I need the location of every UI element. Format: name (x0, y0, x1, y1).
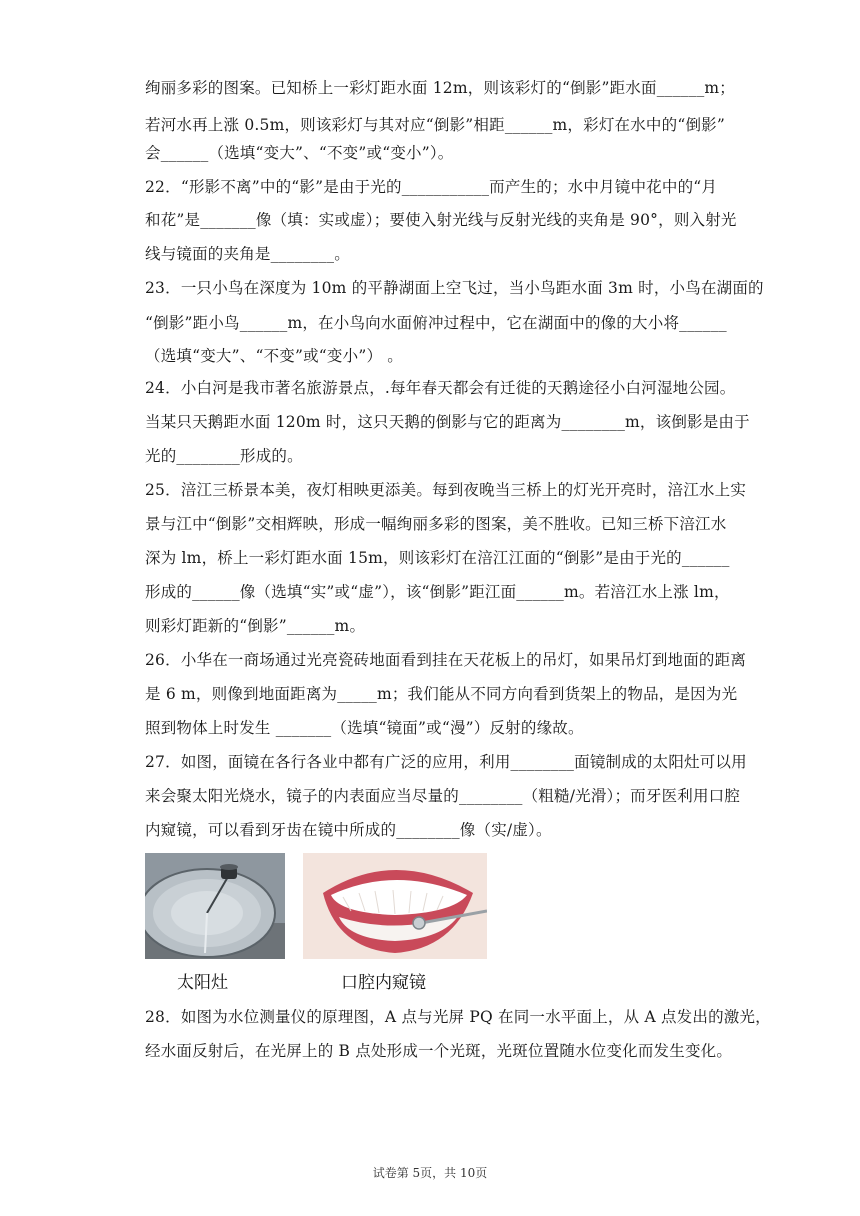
text-line: 景与江中“倒影”交相辉映，形成一幅绚丽多彩的图案，美不胜收。已知三桥下涪江水 (145, 515, 727, 533)
text-line: 当某只天鹅距水面 120m 时，这只天鹅的倒影与它的距离为________m，该倒影是由于 (145, 413, 750, 431)
dental-mirror-image (303, 853, 487, 959)
text-line: 是 6 m，则像到地面距离为_____m；我们能从不同方向看到货架上的物品，是因为光 (145, 685, 738, 703)
text-line: 照到物体上时发生 _______（选填“镜面”或“漫”）反射的缘故。 (145, 719, 584, 737)
text-line: 则彩灯距新的“倒影”______m。 (145, 617, 366, 635)
text-line: 会______（选填“变大”、“不变”或“变小”）。 (145, 144, 454, 162)
text-line: 光的________形成的。 (145, 447, 303, 465)
question-24: 24．小白河是我市著名旅游景点，.每年春天都会有迁徙的天鹅途径小白河湿地公园。 (145, 379, 736, 397)
text-line: 深为 lm，桥上一彩灯距水面 15m，则该彩灯在涪江江面的“倒影”是由于光的______ (145, 549, 730, 567)
question-25: 25．涪江三桥景本美，夜灯相映更添美。每到夜晚当三桥上的灯光开亮时，涪江水上实 (145, 481, 747, 499)
question-23: 23．一只小鸟在深度为 10m 的平静湖面上空飞过，当小鸟距水面 3m 时，小鸟在湖面的 (145, 279, 764, 297)
solar-cooker-image (145, 853, 285, 959)
text-line: 线与镜面的夹角是________。 (145, 245, 350, 263)
text-line: 形成的______像（选填“实”或“虚”），该“倒影”距江面______m。若涪江水上涨 lm， (145, 583, 730, 601)
question-27: 27．如图，面镜在各行各业中都有广泛的应用，利用________面镜制成的太阳灶可以用 (145, 753, 747, 771)
text-line: 内窥镜，可以看到牙齿在镜中所成的________像（实/虚）。 (145, 821, 552, 839)
text-line: “倒影”距小鸟______m，在小鸟向水面俯冲过程中，它在湖面中的像的大小将______ (145, 314, 727, 332)
text-line: 若河水再上涨 0.5m，则该彩灯与其对应“倒影”相距______m，彩灯在水中的“倒影” (145, 116, 725, 134)
question-22: 22．“形影不离”中的“影”是由于光的___________而产生的；水中月镜中花中的“月 (145, 178, 718, 196)
text-line: （选填“变大”、“不变”或“变小”） 。 (145, 347, 403, 365)
text-line: 绚丽多彩的图案。已知桥上一彩灯距水面 12m，则该彩灯的“倒影”距水面______m； (145, 79, 735, 97)
text-line: 经水面反射后，在光屏上的 B 点处形成一个光斑，光斑位置随水位变化而发生变化。 (145, 1042, 733, 1060)
question-28: 28．如图为水位测量仪的原理图，A 点与光屏 PQ 在同一水平面上，从 A 点发出的激光， (145, 1008, 771, 1026)
page-footer: 试卷第 5页，共 10页 (372, 1166, 488, 1180)
text-line: 和花”是_______像（填：实或虚）；要使入射光线与反射光线的夹角是 90°，则入射光 (145, 211, 737, 229)
question-26: 26．小华在一商场通过光亮瓷砖地面看到挂在天花板上的吊灯，如果吊灯到地面的距离 (145, 651, 747, 669)
text-line: 来会聚太阳光烧水，镜子的内表面应当尽量的________（粗糙/光滑）；而牙医利用口腔 (145, 787, 741, 805)
dental-mirror-caption: 口腔内窥镜 (341, 973, 426, 993)
figure-row (145, 853, 505, 993)
solar-cooker-caption: 太阳灶 (177, 973, 228, 993)
